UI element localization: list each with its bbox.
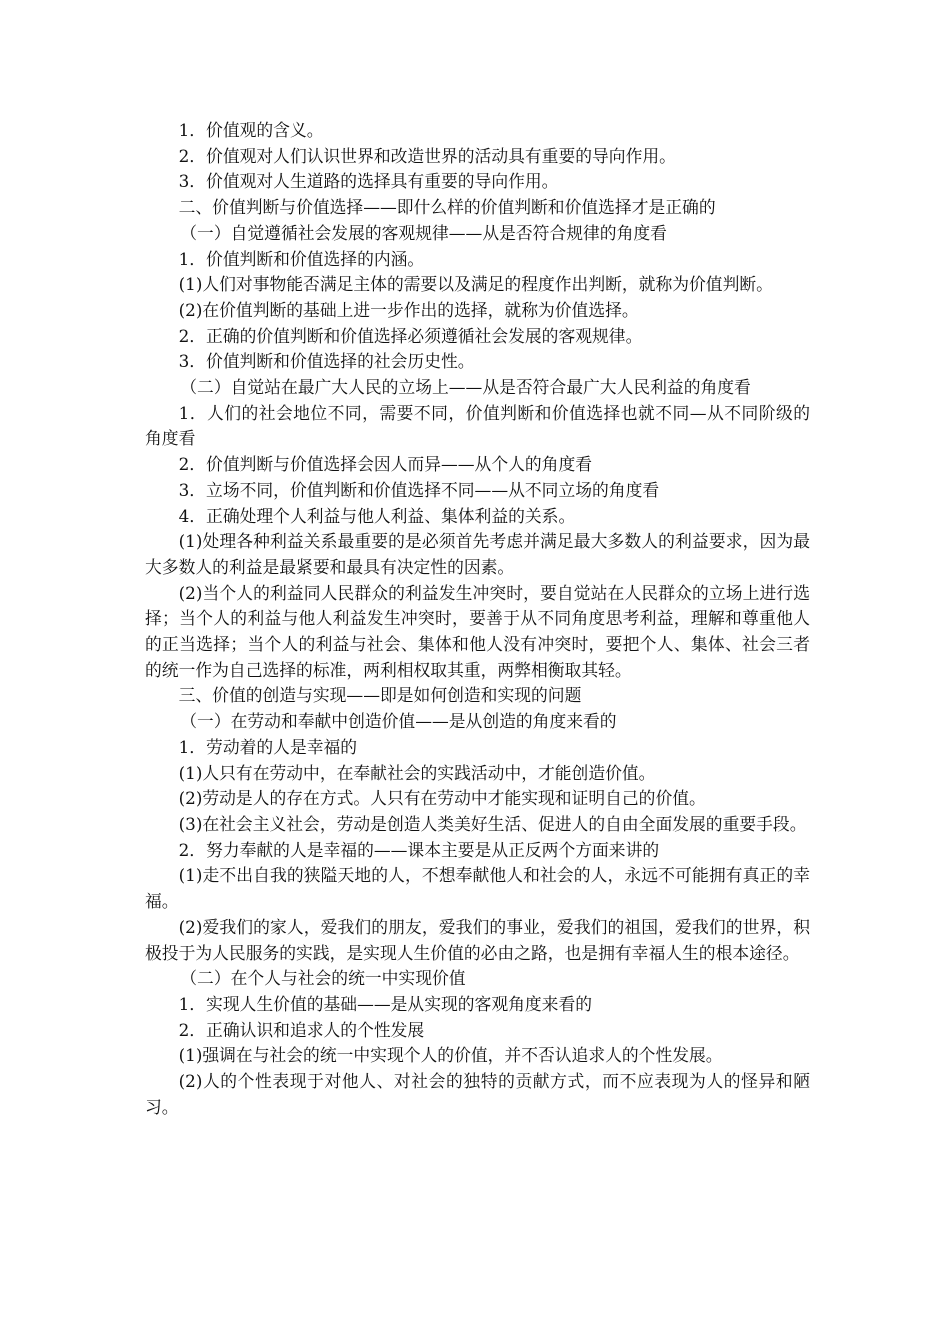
paragraph: 1．实现人生价值的基础——是从实现的客观角度来看的 bbox=[178, 993, 593, 1014]
subsection-heading: （二）自觉站在最广大人民的立场上——从是否符合最广大人民利益的角度看 bbox=[180, 377, 751, 398]
paragraph: 2．价值观对人们认识世界和改造世界的活动具有重要的导向作用。 bbox=[178, 145, 676, 166]
paragraph: (1)人只有在劳动中，在奉献社会的实践活动中，才能创造价值。 bbox=[178, 762, 656, 783]
paragraph: 3．价值判断和价值选择的社会历史性。 bbox=[178, 351, 475, 372]
paragraph: (2)人的个性表现于对他人、对社会的独特的贡献方式，而不应表现为人的怪异和陋习。 bbox=[145, 1071, 810, 1117]
paragraph: (1)强调在与社会的统一中实现个人的价值，并不否认追求人的个性发展。 bbox=[178, 1045, 723, 1066]
document-body bbox=[145, 118, 810, 1120]
paragraph: (2)当个人的利益同人民群众的利益发生冲突时，要自觉站在人民群众的立场上进行选择；当个人的利益与他人利益发生冲突时，要善于从不同角度思考利益，理解和尊重他人的正当选择；当个人的利益与社会、集体和他人没有冲突时，要把个人、集体、社会三者的统一作为自己选择的标准，两利相权取其重，两弊相衡取其轻。 bbox=[145, 582, 810, 680]
paragraph: 1．劳动着的人是幸福的 bbox=[178, 736, 358, 757]
paragraph: (3)在社会主义社会，劳动是创造人类美好生活、促进人的自由全面发展的重要手段。 bbox=[178, 813, 807, 834]
section-heading: 三、价值的创造与实现——即是如何创造和实现的问题 bbox=[178, 685, 582, 706]
paragraph: (1)处理各种利益关系最重要的是必须首先考虑并满足最大多数人的利益要求，因为最大多数人的利益是最紧要和最具有决定性的因素。 bbox=[145, 531, 810, 577]
paragraph: (2)劳动是人的存在方式。人只有在劳动中才能实现和证明自己的价值。 bbox=[178, 788, 706, 809]
section-heading: 二、价值判断与价值选择——即什么样的价值判断和价值选择才是正确的 bbox=[178, 197, 716, 218]
paragraph: 3．立场不同，价值判断和价值选择不同——从不同立场的角度看 bbox=[178, 479, 660, 500]
paragraph: (1)人们对事物能否满足主体的需要以及满足的程度作出判断，就称为价值判断。 bbox=[178, 274, 773, 295]
paragraph: 2．价值判断与价值选择会因人而异——从个人的角度看 bbox=[178, 454, 593, 475]
paragraph: 2．努力奉献的人是幸福的——课本主要是从正反两个方面来讲的 bbox=[178, 839, 660, 860]
paragraph: 3．价值观对人生道路的选择具有重要的导向作用。 bbox=[178, 171, 559, 192]
subsection-heading: （一）在劳动和奉献中创造价值——是从创造的角度来看的 bbox=[180, 711, 617, 732]
paragraph: 2．正确的价值判断和价值选择必须遵循社会发展的客观规律。 bbox=[178, 325, 643, 346]
paragraph: 1．价值观的含义。 bbox=[178, 120, 324, 140]
paragraph: 4．正确处理个人利益与他人利益、集体利益的关系。 bbox=[178, 505, 576, 526]
subsection-heading: （一）自觉遵循社会发展的客观规律——从是否符合规律的角度看 bbox=[180, 222, 667, 243]
paragraph: (1)走不出自我的狭隘天地的人，不想奉献他人和社会的人，永远不可能拥有真正的幸福。 bbox=[145, 865, 810, 912]
paragraph: 1．人们的社会地位不同，需要不同，价值判断和价值选择也就不同—从不同阶级的角度看 bbox=[145, 402, 810, 449]
paragraph: 2．正确认识和追求人的个性发展 bbox=[178, 1019, 425, 1040]
subsection-heading: （二）在个人与社会的统一中实现价值 bbox=[180, 968, 466, 989]
paragraph: (2)爱我们的家人，爱我们的朋友，爱我们的事业，爱我们的祖国，爱我们的世界，积极投于为人民服务的实践，是实现人生价值的必由之路，也是拥有幸福人生的根本途径。 bbox=[145, 916, 810, 963]
paragraph: 1．价值判断和价值选择的内涵。 bbox=[178, 248, 425, 269]
paragraph: (2)在价值判断的基础上进一步作出的选择，就称为价值选择。 bbox=[178, 299, 639, 320]
